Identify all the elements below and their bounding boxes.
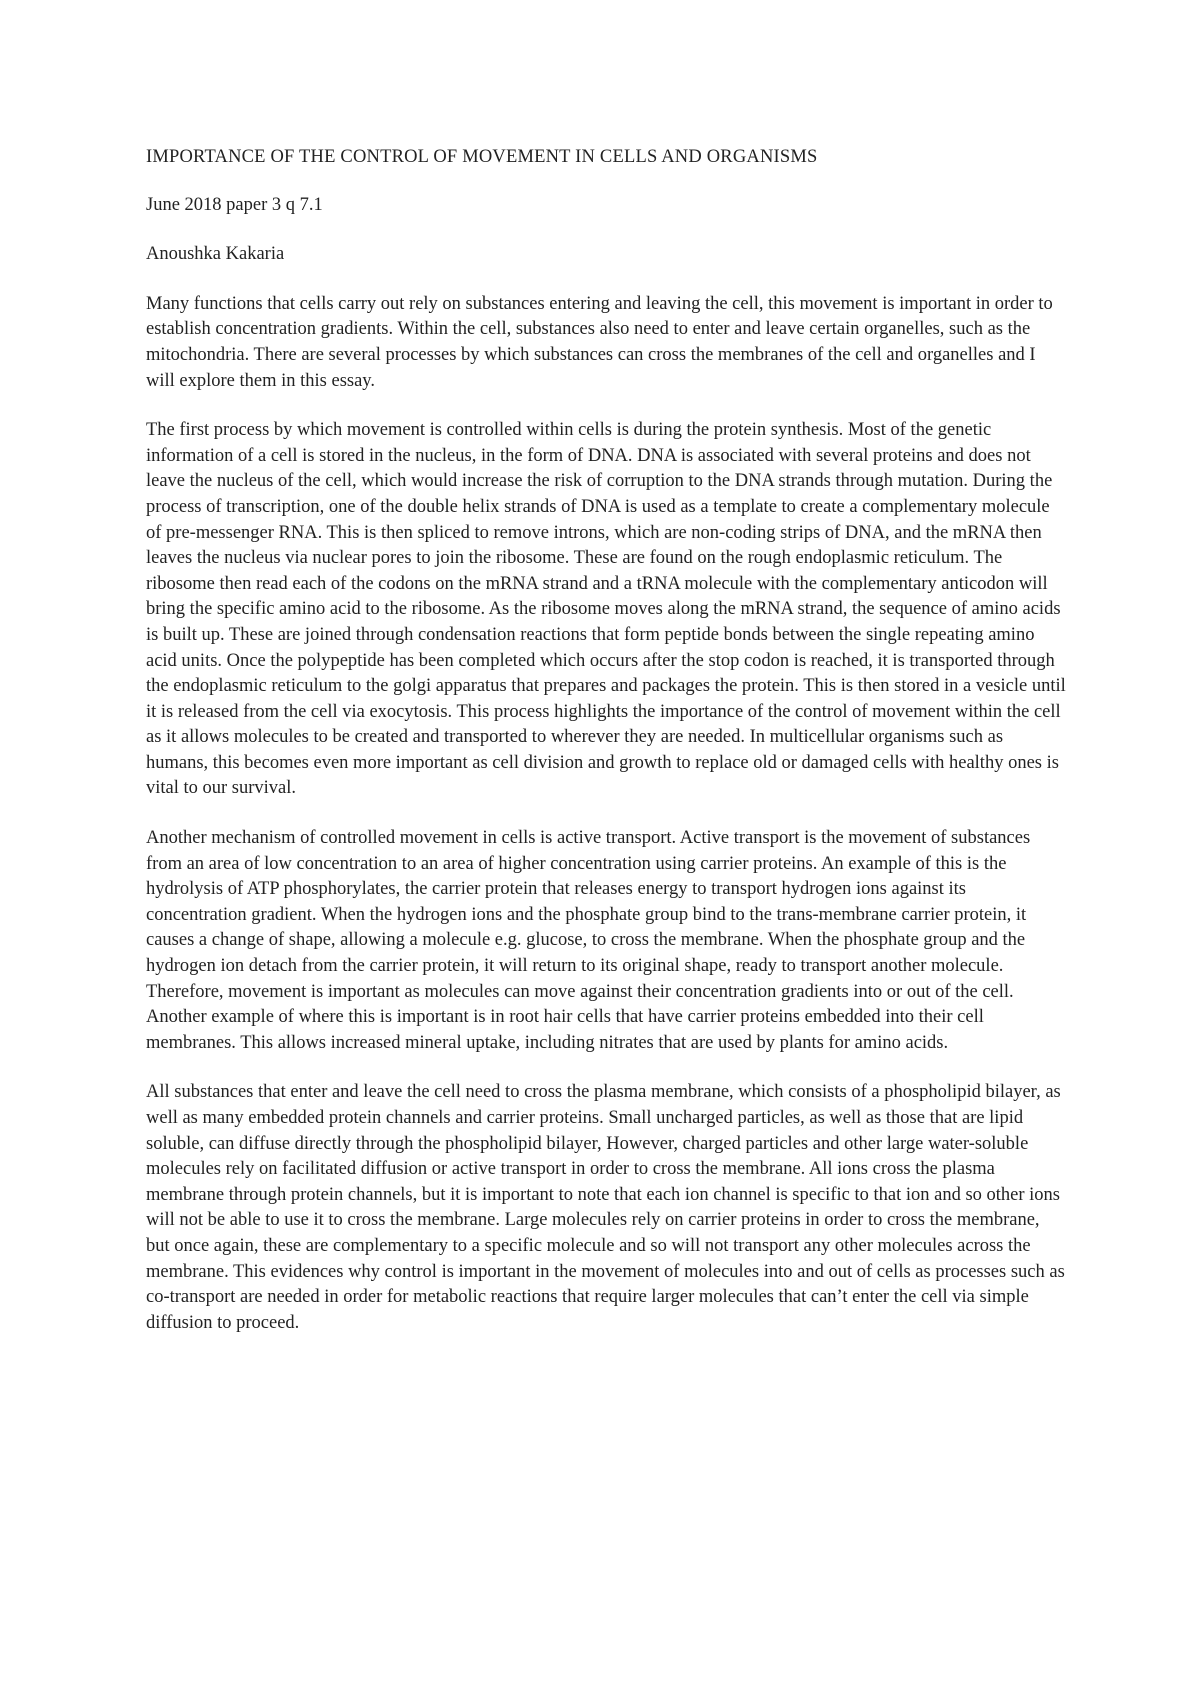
paragraph-protein-synthesis: The first process by which movement is controlled within cells is during the protein synthesis. Most of the genetic information of a cell is stored in the nucleus, in the form of DNA. DNA is associated with several proteins and does not leave the nucleus of the cell, which would increase the risk of corruption to the DNA strands through mutation. During the process of transcription, one of the double helix strands of DNA is used as a template to create a complementary molecule of pre-messenger RNA. This is then spliced to remove introns, which are non-coding strips of DNA, and the mRNA then leaves the nucleus via nuclear pores to join the ribosome. These are found on the rough endoplasmic reticulum. The ribosome then read each of the codons on the mRNA strand and a tRNA molecule with the complementary anticodon will bring the specific amino acid to the ribosome. As the ribosome moves along the mRNA strand, the sequence of amino acids is built up. These are joined through condensation reactions that form peptide bonds between the single repeating amino acid units. Once the polypeptide has been completed which occurs after the stop codon is reached, it is transported through the endoplasmic reticulum to the golgi apparatus that prepares and packages the protein. This is then stored in a vesicle until it is released from the cell via exocytosis. This process highlights the importance of the control of movement within the cell as it allows molecules to be created and transported to wherever they are needed. In multicellular organisms such as humans, this becomes even more important as cell division and growth to replace old or damaged cells with healthy ones is vital to our survival. xyxy=(146,420,1066,799)
document-author: Anoushka Kakaria xyxy=(146,244,285,265)
document-title: IMPORTANCE OF THE CONTROL OF MOVEMENT IN CELLS AND ORGANISMS xyxy=(146,147,818,167)
document-body xyxy=(146,145,1066,1360)
paragraph-intro: Many functions that cells carry out rely on substances entering and leaving the cell, this movement is important in order to establish concentration gradients. Within the cell, substances also need to enter and leave certain organelles, such as the mitochondria. There are several processes by which substances can cross the membranes of the cell and organelles and I will explore them in this essay. xyxy=(146,293,1053,391)
document-reference: June 2018 paper 3 q 7.1 xyxy=(146,194,323,215)
paragraph-active-transport: Another mechanism of controlled movement in cells is active transport. Active transport is the movement of substances from an area of low concentration to an area of higher concentration using carrier proteins. An example of this is the hydrolysis of ATP phosphorylates, the carrier protein that releases energy to transport hydrogen ions against its concentration gradient. When the hydrogen ions and the phosphate group bind to the trans-membrane carrier protein, it causes a change of shape, allowing a molecule e.g. glucose, to cross the membrane. When the phosphate group and the hydrogen ion detach from the carrier protein, it will return to its original shape, ready to transport another molecule. Therefore, movement is important as molecules can move against their concentration gradients into or out of the cell. Another example of where this is important is in root hair cells that have carrier proteins embedded into their cell membranes. This allows increased mineral uptake, including nitrates that are used by plants for amino acids. xyxy=(146,828,1031,1053)
paragraph-plasma-membrane: All substances that enter and leave the cell need to cross the plasma membrane, which consists of a phospholipid bilayer, as well as many embedded protein channels and carrier proteins. Small uncharged particles, as well as those that are lipid soluble, can diffuse directly through the phospholipid bilayer, However, charged particles and other large water-soluble molecules rely on facilitated diffusion or active transport in order to cross the membrane. All ions cross the plasma membrane through protein channels, but it is important to note that each ion channel is specific to that ion and so other ions will not be able to use it to cross the membrane. Large molecules rely on carrier proteins in order to cross the membrane, but once again, these are complementary to a specific molecule and so will not transport any other molecules across the membrane. This evidences why control is important in the movement of molecules into and out of cells as processes such as co-transport are needed in order for metabolic reactions that require larger molecules that can’t enter the cell via simple diffusion to proceed. xyxy=(146,1082,1065,1333)
